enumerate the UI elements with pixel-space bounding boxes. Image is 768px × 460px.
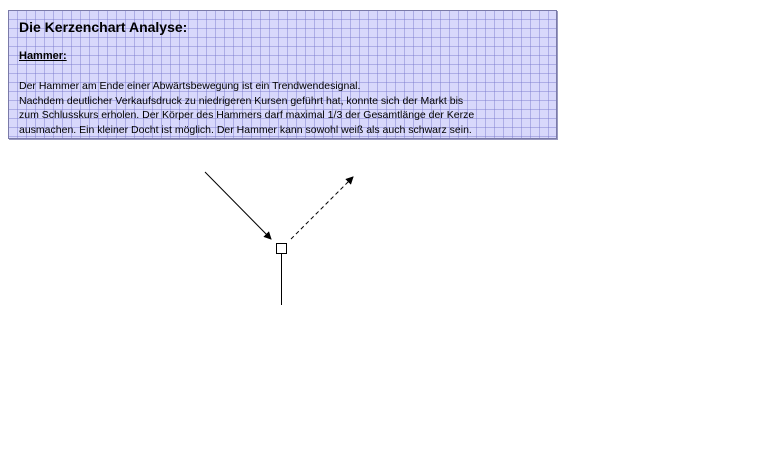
description-line: zum Schlusskurs erholen. Der Körper des Hammers darf maximal 1/3 der Gesamtlänge der Kerze bbox=[19, 109, 475, 121]
description-line: Nachdem deutlicher Verkaufsdruck zu niedrigeren Kursen geführt hat, konnte sich der Markt bis bbox=[19, 94, 464, 107]
page-title: Die Kerzenchart Analyse: bbox=[19, 19, 188, 35]
description-line: Der Hammer am Ende einer Abwärtsbewegung ist ein Trendwendesignal. bbox=[19, 80, 361, 92]
downtrend-arrow bbox=[205, 172, 271, 239]
candle-body bbox=[277, 244, 287, 254]
reversal-arrow bbox=[291, 177, 353, 239]
section-subtitle: Hammer: bbox=[19, 50, 67, 62]
description-line: ausmachen. Ein kleiner Docht ist möglich. Der Hammer kann sowohl weiß als auch schwarz sein. bbox=[19, 123, 472, 136]
